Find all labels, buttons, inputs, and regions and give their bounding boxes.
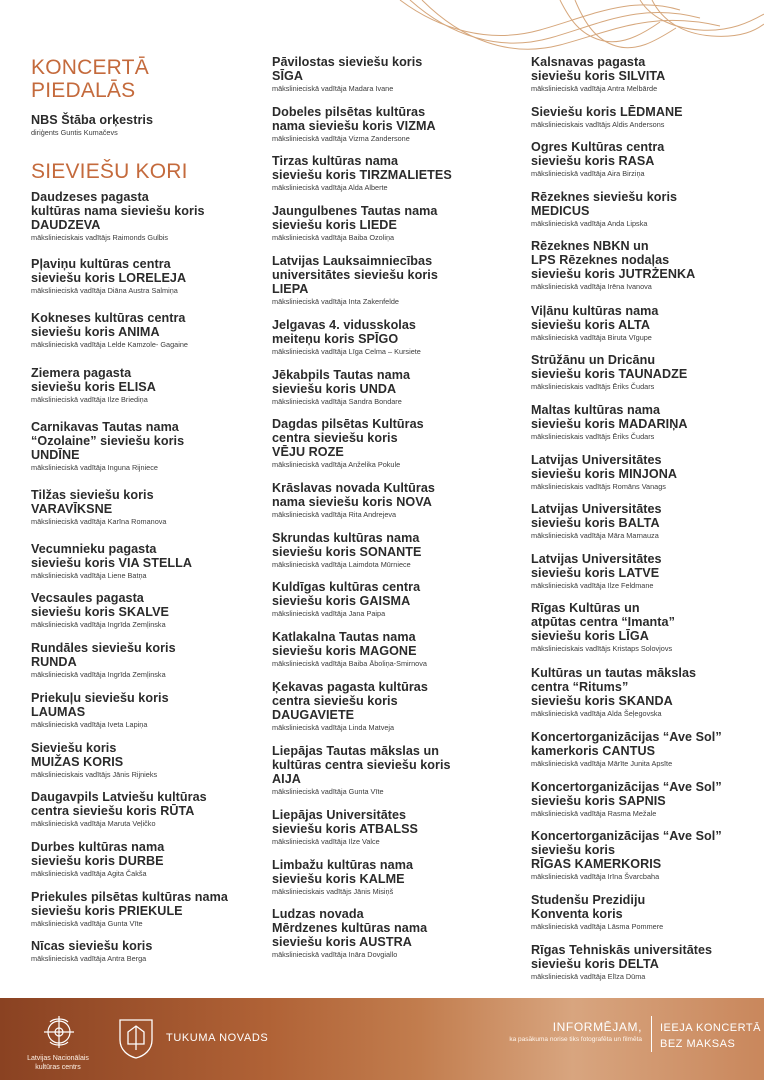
choir-name: Latvijas Universitātes sieviešu koris BALTA <box>531 502 662 530</box>
choir-entry <box>272 105 512 144</box>
choir-name: Rīgas Tehniskās universitātes sieviešu koris DELTA <box>531 943 713 971</box>
choir-entry <box>531 453 751 492</box>
choir-conductor: mākslinieciskā vadītāja Ingrīda Zemļinska <box>31 670 166 679</box>
choir-name: Kuldīgas kultūras centra sieviešu koris GAISMA <box>272 580 421 608</box>
choir-name: Vecumnieku pagasta sieviešu koris VIA STELLA <box>31 542 193 570</box>
choir-conductor: mākslinieciskā vadītāja Inguna Rijniece <box>31 463 158 472</box>
choir-entry <box>31 190 246 243</box>
choir-conductor: mākslinieciskā vadītāja Māra Marnauza <box>531 531 659 540</box>
choir-conductor: mākslinieciskais vadītājs Raimonds Gulbis <box>31 233 169 242</box>
choir-name: Daugavpils Latviešu kultūras centra sieviešu koris RŪTA <box>31 790 207 818</box>
choir-entry <box>531 304 751 343</box>
choir-conductor: mākslinieciskā vadītāja Biruta Vīgupe <box>531 333 652 342</box>
footer-divider <box>651 1016 652 1052</box>
choir-name: Liepājas Universitātes sieviešu koris ATBALSS <box>272 808 418 836</box>
choir-conductor: mākslinieciskā vadītāja Madara Ivane <box>272 84 394 93</box>
choir-conductor: mākslinieciskā vadītāja Rita Andrejeva <box>272 510 397 519</box>
choir-entry <box>531 552 751 591</box>
choir-conductor: mākslinieciskais vadītājs Ēriks Čudars <box>531 432 655 441</box>
choir-conductor: mākslinieciskā vadītāja Aira Birziņa <box>531 169 645 178</box>
choir-entry <box>531 780 751 819</box>
tukums-name: TUKUMA NOVADS <box>166 1032 269 1044</box>
concert-title <box>31 56 149 102</box>
choir-entry <box>531 140 751 179</box>
choir-entry <box>531 353 751 392</box>
choir-entry <box>272 318 512 357</box>
choir-name: Ludzas novada Mērdzenes kultūras nama sieviešu koris AUSTRA <box>272 907 428 949</box>
footer-bar <box>0 998 764 1080</box>
choir-name: Vecsaules pagasta sieviešu koris SKALVE <box>31 591 170 619</box>
choir-entry <box>272 744 512 797</box>
choir-entry <box>531 190 751 229</box>
choir-conductor: mākslinieciskā vadītāja Agita Čakša <box>31 869 147 878</box>
choir-entry <box>31 591 246 630</box>
choir-name: Studenšu Prezidiju Konventa koris <box>531 893 646 921</box>
choir-entry <box>531 829 751 882</box>
choir-name: Liepājas Tautas mākslas un kultūras centra sieviešu koris AIJA <box>272 744 451 786</box>
choir-entry <box>272 481 512 520</box>
choir-conductor: mākslinieciskā vadītāja Karīna Romanova <box>31 517 167 526</box>
choir-name: Latvijas Universitātes sieviešu koris LATVE <box>531 552 662 580</box>
choir-entry <box>531 943 751 982</box>
choir-entry <box>531 55 751 94</box>
choir-name: Krāslavas novada Kultūras nama sieviešu koris NOVA <box>272 481 435 509</box>
choir-name: Pļaviņu kultūras centra sieviešu koris LORELEJA <box>31 257 187 285</box>
choir-conductor: mākslinieciskā vadītāja Alda Alberte <box>272 183 388 192</box>
orchestra-entry <box>31 113 246 138</box>
choir-conductor: mākslinieciskā vadītāja Lelde Kamzole- Gagaine <box>31 340 188 349</box>
choir-name: Koncertorganizācijas “Ave Sol” kamerkoris CANTUS <box>531 730 722 758</box>
choir-conductor: mākslinieciskā vadītāja Mārīte Junita Apsīte <box>531 759 673 768</box>
choir-entry <box>531 893 751 932</box>
choir-name: Koncertorganizācijas “Ave Sol” sieviešu koris RĪGAS KAMERKORIS <box>531 829 722 871</box>
choir-conductor: mākslinieciskā vadītāja Rasma Mežale <box>531 809 657 818</box>
choir-name: Ziemera pagasta sieviešu koris ELISA <box>31 366 156 394</box>
lnkc-name: Latvijas Nacionālais kultūras centrs <box>27 1055 89 1071</box>
orchestra-conductor: diriģents Guntis Kumačevs <box>31 128 118 137</box>
choir-conductor: mākslinieciskā vadītāja Ilze Feldmane <box>531 581 654 590</box>
choir-conductor: mākslinieciskā vadītāja Baiba Ozoliņa <box>272 233 395 242</box>
choir-name: Strūžānu un Dricānu sieviešu koris TAUNADZE <box>531 353 688 381</box>
choir-conductor: mākslinieciskā vadītāja Liene Batņa <box>31 571 147 580</box>
choirs-title: SIEVIEŠU KORI <box>31 160 188 183</box>
choir-entry <box>272 907 512 960</box>
concert-title-line1: KONCERTĀ <box>31 56 149 79</box>
choir-name: Jaungulbenes Tautas nama sieviešu koris LIEDE <box>272 204 438 232</box>
choir-conductor: mākslinieciskā vadītāja Irīna Švarcbaha <box>531 872 660 881</box>
choir-conductor: mākslinieciskā vadītāja Vizma Zandersone <box>272 134 410 143</box>
choir-conductor: mākslinieciskā vadītāja Sandra Bondare <box>272 397 402 406</box>
choir-entry <box>531 502 751 541</box>
choir-conductor: mākslinieciskā vadītāja Antra Melbārde <box>531 84 658 93</box>
choir-entry <box>31 420 246 473</box>
lnkc-crest-icon <box>36 1012 82 1052</box>
choir-name: Kultūras un tautas mākslas centra “Ritums” sieviešu koris SKANDA <box>531 666 697 708</box>
choir-conductor: mākslinieciskā vadītāja Ilze Briediņa <box>31 395 148 404</box>
choir-entry <box>31 939 246 964</box>
choir-name: Ķekavas pagasta kultūras centra sieviešu koris DAUGAVIETE <box>272 680 428 722</box>
choir-name: Kokneses kultūras centra sieviešu koris ANIMA <box>31 311 186 339</box>
choir-conductor: mākslinieciskais vadītājs Ēriks Čudars <box>531 382 655 391</box>
choir-name: Katlakalna Tautas nama sieviešu koris MAGONE <box>272 630 417 658</box>
choir-name: Ogres Kultūras centra sieviešu koris RASA <box>531 140 665 168</box>
choir-name: Dobeles pilsētas kultūras nama sieviešu koris VIZMA <box>272 105 436 133</box>
choir-entry <box>272 808 512 847</box>
tukums-shield-icon <box>118 1018 154 1060</box>
choir-conductor: mākslinieciskā vadītāja Alda Šeļegovska <box>531 709 662 718</box>
choir-conductor: mākslinieciskā vadītāja Lāsma Pommere <box>531 922 664 931</box>
choir-entry <box>272 580 512 619</box>
choir-conductor: mākslinieciskā vadītāja Irēna Ivanova <box>531 282 652 291</box>
choir-entry <box>31 641 246 680</box>
choir-conductor: mākslinieciskā vadītāja Gunta Vīte <box>31 919 143 928</box>
choir-name: Durbes kultūras nama sieviešu koris DURBE <box>31 840 165 868</box>
choir-name: Latvijas Universitātes sieviešu koris MINJONA <box>531 453 677 481</box>
choir-entry <box>272 531 512 570</box>
choir-name: Dagdas pilsētas Kultūras centra sieviešu koris VĒJU ROZE <box>272 417 424 459</box>
choir-entry <box>31 311 246 350</box>
choir-entry <box>272 858 512 897</box>
choir-entry <box>31 366 246 405</box>
choir-entry <box>31 741 246 780</box>
free-entry-notice <box>660 1020 761 1052</box>
choir-entry <box>272 254 512 307</box>
choir-name: Skrundas kultūras nama sieviešu koris SONANTE <box>272 531 422 559</box>
choir-entry <box>31 257 246 296</box>
choir-name: Latvijas Lauksaimniecības universitātes sieviešu koris LIEPA <box>272 254 438 296</box>
choir-name: Sieviešu koris MUIŽAS KORIS <box>31 741 124 769</box>
choir-name: Koncertorganizācijas “Ave Sol” sieviešu koris SAPNIS <box>531 780 722 808</box>
choir-entry <box>31 542 246 581</box>
choir-conductor: mākslinieciskā vadītāja Diāna Austra Salmiņa <box>31 286 178 295</box>
choir-entry <box>31 790 246 829</box>
choir-entry <box>272 154 512 193</box>
choir-entry <box>272 204 512 243</box>
choir-conductor: mākslinieciskā vadītāja Gunta Vīte <box>272 787 384 796</box>
choir-conductor: mākslinieciskā vadītāja Inta Zakenfelde <box>272 297 399 306</box>
choir-conductor: mākslinieciskā vadītāja Linda Matveja <box>272 723 395 732</box>
choir-conductor: mākslinieciskā vadītāja Maruta Veļičko <box>31 819 156 828</box>
choir-conductor: mākslinieciskā vadītāja Baiba Āboliņa-Smirnova <box>272 659 427 668</box>
choir-name: Limbažu kultūras nama sieviešu koris KALME <box>272 858 414 886</box>
info-subtitle: ka pasākuma norise tiks fotografēta un filmēta <box>509 1036 642 1043</box>
choir-entry <box>272 368 512 407</box>
choir-conductor: mākslinieciskais vadītājs Romāns Vanags <box>531 482 666 491</box>
choir-conductor: mākslinieciskā vadītāja Antra Berga <box>31 954 147 963</box>
choir-entry <box>31 840 246 879</box>
choir-name: Jēkabpils Tautas nama sieviešu koris UNDA <box>272 368 411 396</box>
choir-conductor: mākslinieciskais vadītājs Jānis Misiņš <box>272 887 394 896</box>
choir-entry <box>31 691 246 730</box>
choir-name: Rēzeknes NBKN un LPS Rēzeknes nodaļas sieviešu koris JUTRŻENKA <box>531 239 696 281</box>
orchestra-name: NBS Štāba orķestris <box>31 113 154 127</box>
choir-entry <box>531 601 751 654</box>
choir-conductor: mākslinieciskā vadītāja Anželika Pokule <box>272 460 401 469</box>
info-title: INFORMĒJAM, <box>552 1020 642 1034</box>
choir-name: Carnikavas Tautas nama “Ozolaine” sieviešu koris UNDĪNE <box>31 420 185 462</box>
choir-conductor: mākslinieciskā vadītāja Ināra Dovgiallo <box>272 950 398 959</box>
choir-name: Viļānu kultūras nama sieviešu koris ALTA <box>531 304 659 332</box>
choir-entry <box>272 417 512 470</box>
choir-entry <box>531 666 751 719</box>
choir-conductor: mākslinieciskā vadītāja Iveta Lapiņa <box>31 720 148 729</box>
choir-entry <box>31 488 246 527</box>
choir-name: Kalsnavas pagasta sieviešu koris SILVITA <box>531 55 666 83</box>
choir-conductor: mākslinieciskais vadītājs Aldis Andersons <box>531 120 665 129</box>
choir-name: Priekules pilsētas kultūras nama sieviešu koris PRIEKULE <box>31 890 228 918</box>
free-entry-line2: BEZ MAKSAS <box>660 1038 736 1050</box>
choir-conductor: mākslinieciskā vadītāja Anda Lipska <box>531 219 648 228</box>
choir-conductor: mākslinieciskais vadītājs Jānis Rijnieks <box>31 770 158 779</box>
choir-entry <box>31 890 246 929</box>
choir-entry <box>272 630 512 669</box>
choir-conductor: mākslinieciskā vadītāja Jana Paipa <box>272 609 386 618</box>
choir-name: Sieviešu koris LĒDMANE <box>531 105 683 119</box>
choir-name: Nīcas sieviešu koris <box>31 939 153 953</box>
choir-name: Priekuļu sieviešu koris LAUMAS <box>31 691 169 719</box>
choir-name: Pāvilostas sieviešu koris SĪGA <box>272 55 423 83</box>
choir-name: Rundāles sieviešu koris RUNDA <box>31 641 176 669</box>
free-entry-line1: IEEJA KONCERTĀ <box>660 1022 761 1034</box>
concert-title-line2: PIEDALĀS <box>31 79 136 102</box>
choir-entry <box>531 730 751 769</box>
choir-entry <box>272 55 512 94</box>
choir-entry <box>531 403 751 442</box>
choir-name: Rīgas Kultūras un atpūtas centra “Imanta” sieviešu koris LĪGA <box>531 601 675 643</box>
choir-entry <box>272 680 512 733</box>
choir-conductor: mākslinieciskā vadītāja Elīza Dūma <box>531 972 646 981</box>
choir-conductor: mākslinieciskā vadītāja Laimdota Mūrniece <box>272 560 411 569</box>
choir-conductor: mākslinieciskā vadītāja Ingrīda Zemļinska <box>31 620 166 629</box>
choir-name: Rēzeknes sieviešu koris MEDICUS <box>531 190 678 218</box>
choir-name: Tilžas sieviešu koris VARAVĪKSNE <box>31 488 154 516</box>
choir-entry <box>531 105 751 130</box>
choir-name: Daudzeses pagasta kultūras nama sieviešu koris DAUDZEVA <box>31 190 205 232</box>
choir-conductor: mākslinieciskais vadītājs Kristaps Solovjovs <box>531 644 673 653</box>
choir-name: Tirzas kultūras nama sieviešu koris TIRZMALIETES <box>272 154 452 182</box>
choir-conductor: mākslinieciskā vadītāja Līga Celma – Kursiete <box>272 347 421 356</box>
choir-entry <box>531 239 751 292</box>
choir-name: Jelgavas 4. vidusskolas meiteņu koris SPĪGO <box>272 318 416 346</box>
choir-name: Maltas kultūras nama sieviešu koris MADARIŅA <box>531 403 688 431</box>
choir-conductor: mākslinieciskā vadītāja Ilze Valce <box>272 837 380 846</box>
